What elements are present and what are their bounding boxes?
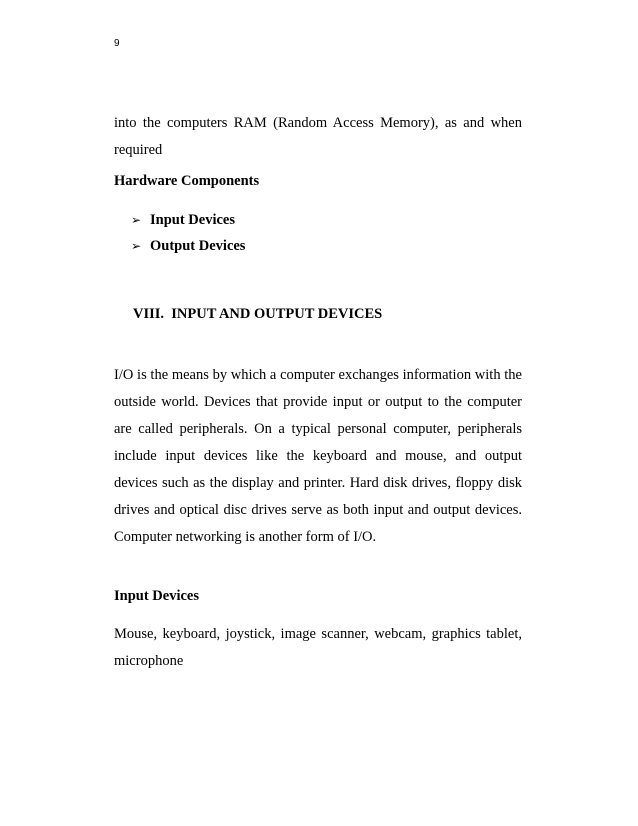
io-paragraph: I/O is the means by which a computer exchanges information with the outside world. Devices that provide input or output to the computer are called peripherals. On a typical personal computer, peripherals include input devices like the keyboard and mouse, and output devices such as the display and printer. Hard disk drives, floppy disk drives and optical disc drives serve as both input and output devices. Computer networking is another form of I/O. xyxy=(114,367,522,545)
list-item-label: Output Devices xyxy=(150,237,246,254)
section-heading: VIII. INPUT AND OUTPUT DEVICES xyxy=(133,306,383,322)
hardware-components-heading: Hardware Components xyxy=(114,173,260,189)
arrow-bullet-icon: ➢ xyxy=(131,239,142,253)
hardware-components-list xyxy=(131,207,245,259)
list-item-output-devices xyxy=(131,233,245,259)
input-devices-paragraph: Mouse, keyboard, joystick, image scanner, webcam, graphics tablet, microphone xyxy=(114,626,522,669)
arrow-bullet-icon: ➢ xyxy=(131,213,142,227)
input-devices-heading: Input Devices xyxy=(114,588,199,604)
intro-paragraph: into the computers RAM (Random Access Memory), as and when required xyxy=(114,115,522,158)
list-item-input-devices xyxy=(131,207,245,233)
page-number: 9 xyxy=(114,38,120,49)
list-item-label: Input Devices xyxy=(150,211,235,228)
